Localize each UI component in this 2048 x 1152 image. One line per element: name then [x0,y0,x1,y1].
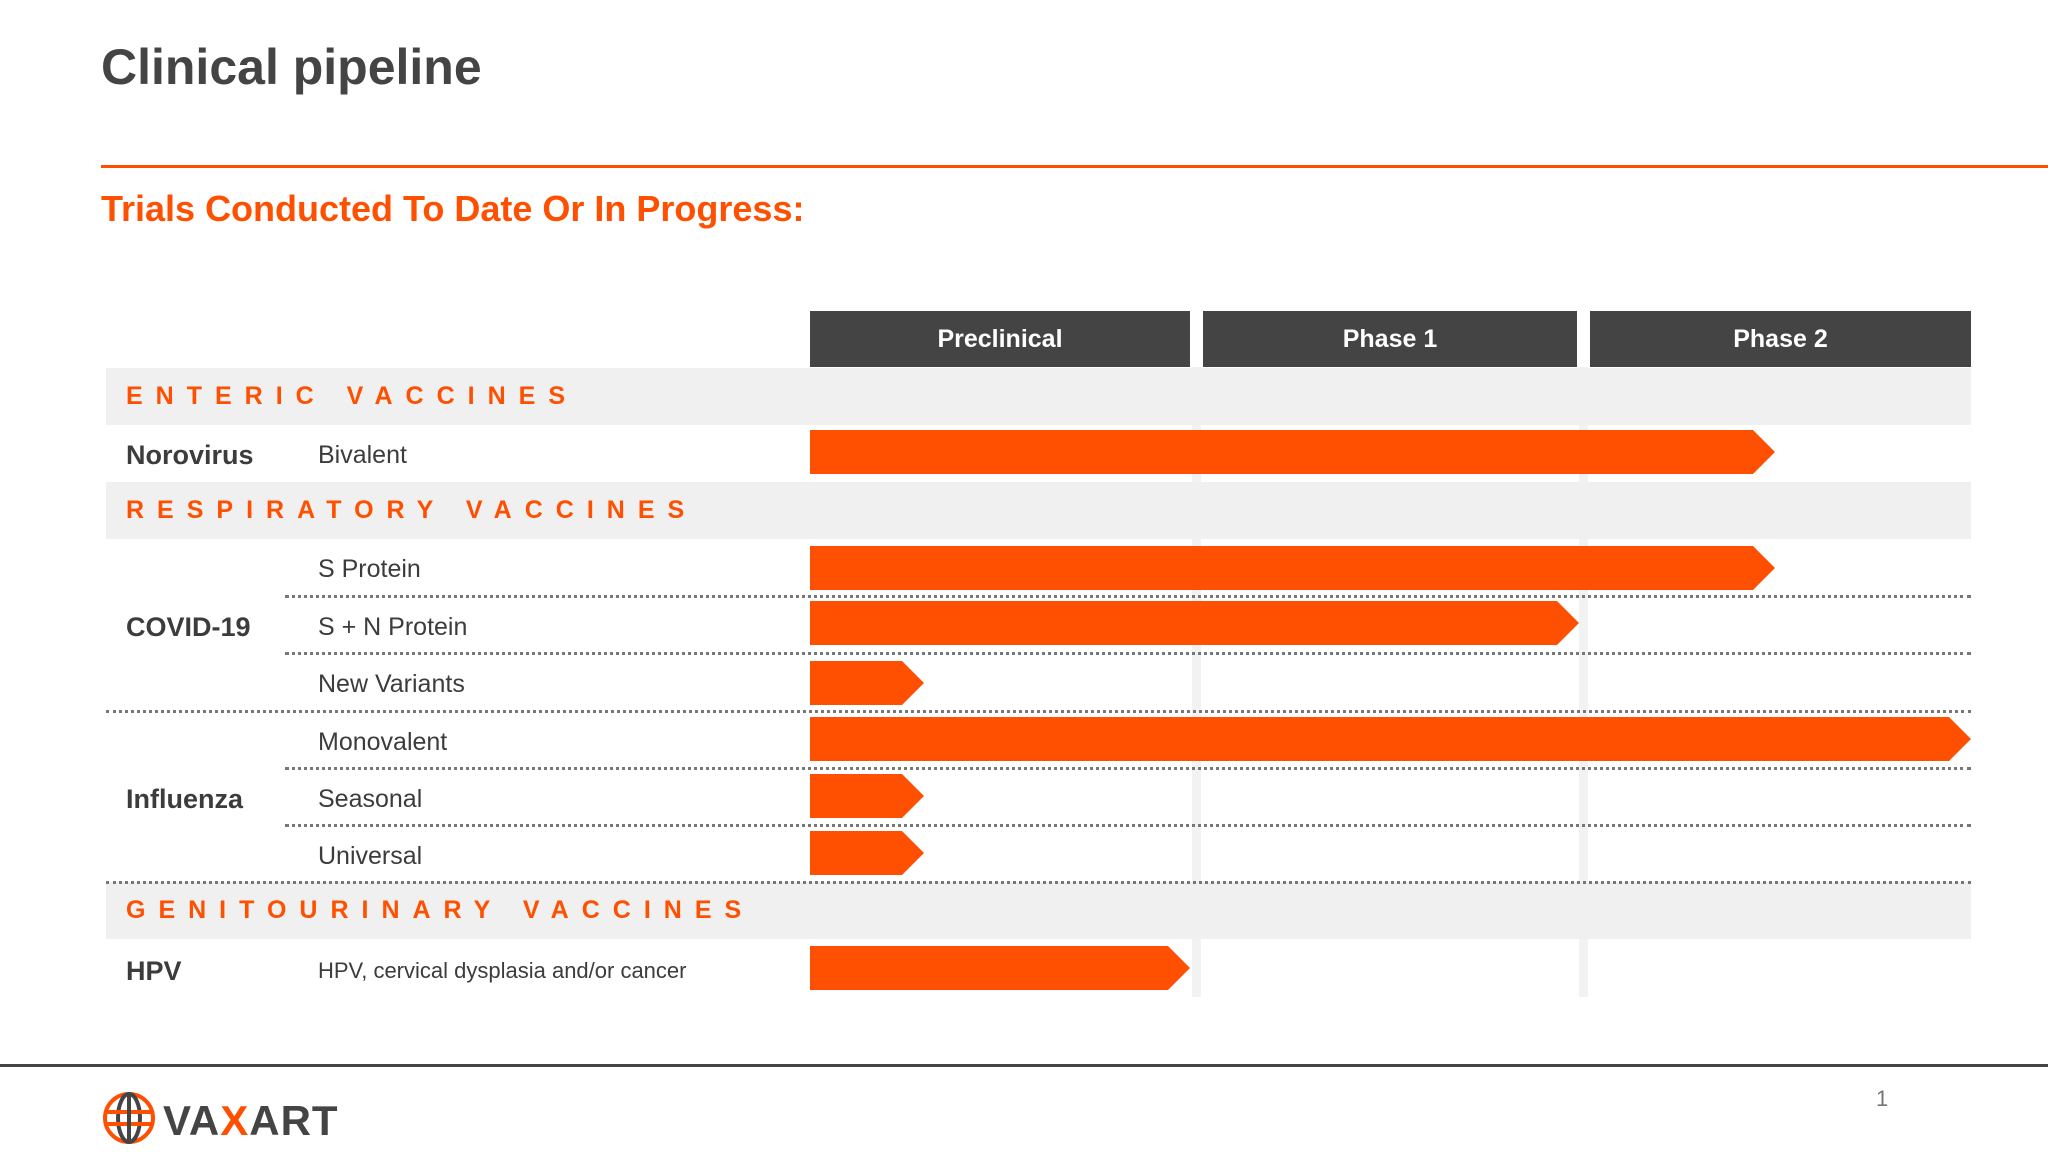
progress-arrow [810,601,1579,645]
candidate-label: Universal [318,842,423,870]
progress-arrow [810,774,924,818]
candidate-label: Monovalent [318,728,448,756]
progress-arrow [810,546,1775,590]
program-covid-19: COVID-19 [126,612,251,642]
page-subtitle: Trials Conducted To Date Or In Progress: [101,188,805,229]
title-divider [101,165,2048,168]
row-divider [285,595,1971,598]
candidate-label: S Protein [318,555,421,583]
program-norovirus: Norovirus [126,440,254,470]
candidate-label: Bivalent [318,441,407,469]
candidate-label: New Variants [318,670,465,698]
row-divider [285,652,1971,655]
row-divider [285,767,1971,770]
phase-header-phase-2: Phase 2 [1590,311,1971,367]
progress-arrow [810,661,924,705]
progress-arrow [810,717,1971,761]
page-title: Clinical pipeline [101,39,482,95]
footer-divider [0,1064,2048,1067]
program-hpv: HPV [126,956,182,986]
candidate-label: Seasonal [318,785,423,813]
category-label-enteric: ENTERIC VACCINES [126,382,579,410]
progress-arrow [810,430,1775,474]
row-divider [106,881,1971,884]
phase-header-phase-1: Phase 1 [1203,311,1577,367]
candidate-label: HPV, cervical dysplasia and/or cancer [318,958,687,983]
vaxart-logo [101,1090,339,1151]
row-divider [285,824,1971,827]
category-label-respiratory: RESPIRATORY VACCINES [126,496,698,524]
globe-logo-icon [101,1090,157,1151]
candidate-label: S + N Protein [318,613,468,641]
row-divider [106,710,1971,713]
logo-wordmark: VAXART [163,1096,339,1144]
program-influenza: Influenza [126,784,244,814]
phase-header-preclinical: Preclinical [810,311,1190,367]
category-label-genitourinary: GENITOURINARY VACCINES [126,896,755,924]
progress-arrow [810,946,1190,990]
progress-arrow [810,831,924,875]
page-number: 1 [1876,1086,1889,1111]
